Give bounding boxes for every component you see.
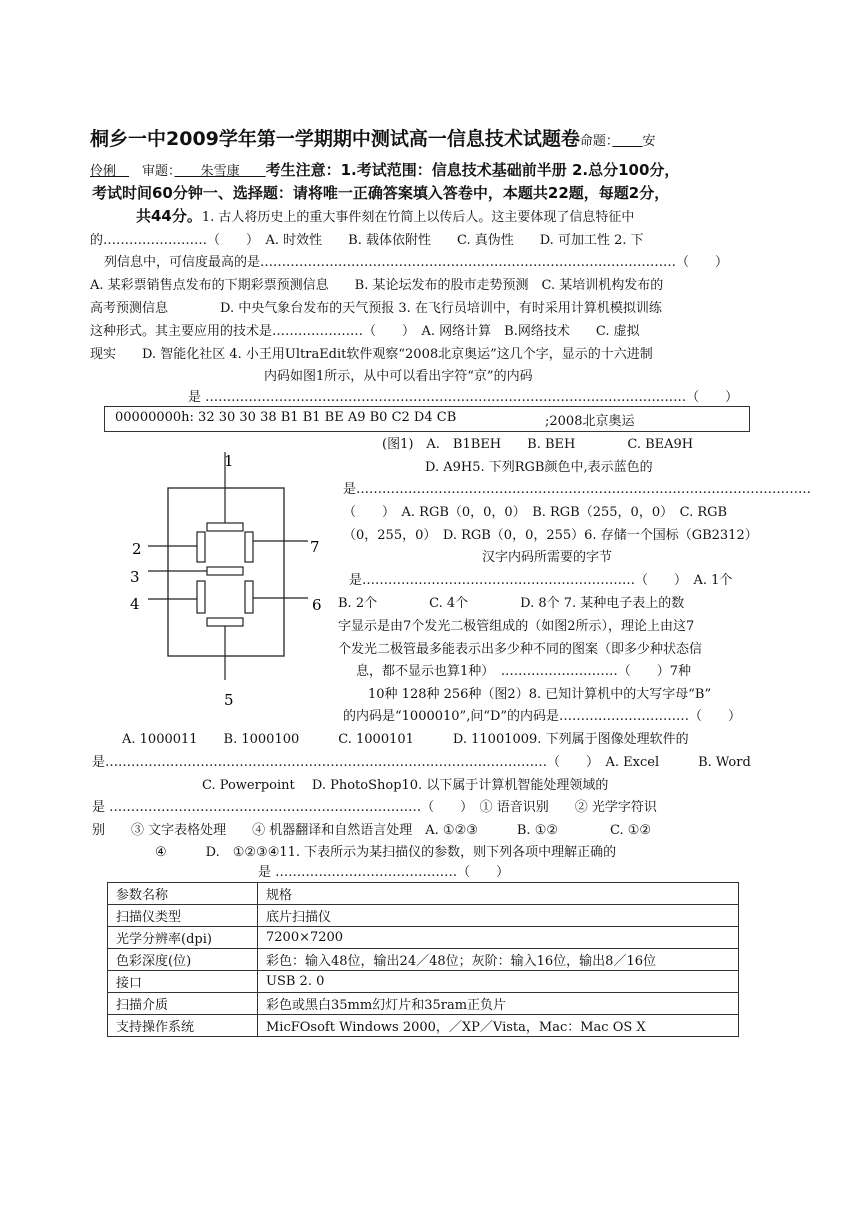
table-cell: 参数名称 <box>108 883 258 905</box>
title-text: 桐乡一中2009学年第一学期期中测试高一信息技术试题卷 <box>90 128 580 150</box>
question-line: 现实 D. 智能化社区 4. 小王用UltraEdit软件观察“2008北京奥运”这几个字，显示的十六进制 <box>90 347 653 362</box>
reviewer-name: 朱雪康 <box>200 164 240 179</box>
hex-dump-bytes: 00000000h: 32 30 30 38 B1 B1 BE A9 B0 C2 D4 CB <box>115 410 457 425</box>
table-cell: 支持操作系统 <box>108 1015 258 1037</box>
question-line: 高考预测信息 D. 中央气象台发布的天气预报 3. 在飞行员培训中，有时采用计算机模拟训练 <box>90 301 662 316</box>
table-row <box>108 971 739 993</box>
notice-total: 共44分。 <box>136 207 202 225</box>
table-row <box>108 1015 739 1037</box>
proposer-label: 命题： <box>579 134 613 149</box>
table-cell: 彩色：输入48位，输出24／48位；灰阶：输入16位，输出8／16位 <box>258 949 739 971</box>
question-line: A. 某彩票销售点发布的下期彩票预测信息 B. 某论坛发布的股市走势预测 C. 某培训机构发布的 <box>90 278 664 293</box>
table-cell: 底片扫描仪 <box>258 905 739 927</box>
notice-line-1: 考生注意：1.考试范围：信息技术基础前半册 2.总分100分， <box>265 161 680 179</box>
reviewer-label: 审题： <box>142 164 175 179</box>
question-line: 这种形式。其主要应用的技术是…………………（ ） A. 网络计算 B.网络技术 C. 虚拟 <box>90 324 640 339</box>
table-cell: 彩色或黑白35mm幻灯片和35ram正负片 <box>258 993 739 1015</box>
question-line: B. 2个 C. 4个 D. 8个 7. 某种电子表上的数 <box>338 596 685 611</box>
table-cell: 7200×7200 <box>258 927 739 949</box>
table-row <box>108 905 739 927</box>
segment-lower-left <box>197 581 205 613</box>
table-cell: 规格 <box>258 883 739 905</box>
question-line: 10种 128种 256种（图2）8. 已知计算机中的大写字母“B” <box>368 687 712 702</box>
table-row <box>108 993 739 1015</box>
figure-label-5: 5 <box>224 691 234 709</box>
table-row <box>108 927 739 949</box>
notice-line-3 <box>136 207 634 227</box>
segment-lower-right <box>245 581 253 613</box>
figure-label-7: 7 <box>310 538 320 556</box>
question-line: 别 ③ 文字表格处理 ④ 机器翻译和自然语言处理 A. ①②③ B. ①② C. ①② <box>92 823 652 838</box>
table-cell: 色彩深度(位) <box>108 949 258 971</box>
question-line: D. A9H5. 下列RGB颜色中,表示蓝色的 <box>425 460 653 475</box>
table-cell: 光学分辨率(dpi) <box>108 927 258 949</box>
question-line: 汉字内码所需要的字节 <box>482 550 613 565</box>
header-line-2 <box>90 161 679 181</box>
table-row <box>108 883 739 905</box>
exam-title <box>90 124 656 151</box>
question-line: 是…………………………………………………………………………………………（ ） A. Excel B. Word <box>92 755 751 770</box>
question-line: 是………………………………………………………（ ） A. 1个 <box>349 573 733 588</box>
question-line: (图1) A. B1BEH B. BEH C. BEA9H <box>382 437 694 452</box>
figure-label-1: 1 <box>224 452 234 470</box>
question-line: 是 …………………………………………………………………………………………………（ ） <box>188 390 739 405</box>
question-line: 字显示是由7个发光二极管组成的（如图2所示），理论上由这7 <box>338 619 695 634</box>
segment-upper-right <box>245 532 253 562</box>
segment-top <box>207 523 243 531</box>
proposer-name-part2: 伶俐 <box>90 164 117 179</box>
question-line: 是 ……………………………………（ ） <box>258 865 510 880</box>
proposer-name-part1: 安 <box>642 134 656 149</box>
question-line: 内码如图1所示，从中可以看出字符“京”的内码 <box>264 369 533 384</box>
seven-segment-figure <box>120 448 340 712</box>
table-cell: 扫描介质 <box>108 993 258 1015</box>
segment-bottom <box>207 618 243 626</box>
hex-dump-text: ;2008北京奥运 <box>545 414 635 429</box>
notice-line-2: 考试时间60分钟一、选择题：请将唯一正确答案填入答卷中，本题共22题，每题2分， <box>92 184 670 202</box>
question-line: 是 ………………………………………………………………（ ） ① 语音识别 ② 光学字符识 <box>92 800 657 815</box>
figure-label-4: 4 <box>130 595 140 613</box>
question-line: 的……………………（ ） A. 时效性 B. 载体依附性 C. 真伪性 D. 可加工性 2. 下 <box>90 233 644 248</box>
question-line: （ ） A. RGB（0，0，0） B. RGB（255，0，0） C. RGB <box>343 505 728 520</box>
question-line: A. 1000011 B. 1000100 C. 1000101 D. 11001009. 下列属于图像处理软件的 <box>122 732 689 747</box>
figure-label-3: 3 <box>130 568 140 586</box>
question-line: 息，都不显示也算1种） ………………………（ ）7种 <box>356 664 692 679</box>
question-line: 是…………………………………………………………………………………………… <box>343 482 811 497</box>
figure-label-6: 6 <box>312 596 322 614</box>
question-line: ④ D. ①②③④11. 下表所示为某扫描仪的参数，则下列各项中理解正确的 <box>155 845 617 860</box>
figure-label-2: 2 <box>132 540 142 558</box>
question-line: 列信息中，可信度最高的是……………………………………………………………………………………（ ） <box>104 255 729 270</box>
segment-middle <box>207 567 243 575</box>
question-line: C. Powerpoint D. PhotoShop10. 以下属于计算机智能处理领域的 <box>202 778 609 793</box>
table-row <box>108 949 739 971</box>
proposer-blank <box>612 134 642 149</box>
question-line: （0，255，0） D. RGB（0，0，255）6. 存储一个国标（GB2312） <box>343 528 758 543</box>
question-line: 个发光二极管最多能表示出多少种不同的图案（即多少种状态信 <box>338 642 703 657</box>
segment-upper-left <box>197 532 205 562</box>
question-line: 的内码是“1000010”,问“D”的内码是…………………………（ ） <box>343 709 742 724</box>
table-cell: 接口 <box>108 971 258 993</box>
scanner-spec-table <box>107 882 739 1037</box>
hex-dump-figure-1 <box>104 406 750 432</box>
table-cell: MicFOsoft Windows 2000，／XP／Vista，Mac：Mac OS X <box>258 1015 739 1037</box>
table-cell: USB 2. 0 <box>258 971 739 993</box>
table-cell: 扫描仪类型 <box>108 905 258 927</box>
question-1-stem: 1. 古人将历史上的重大事件刻在竹简上以传后人。这主要体现了信息特征中 <box>201 210 635 225</box>
